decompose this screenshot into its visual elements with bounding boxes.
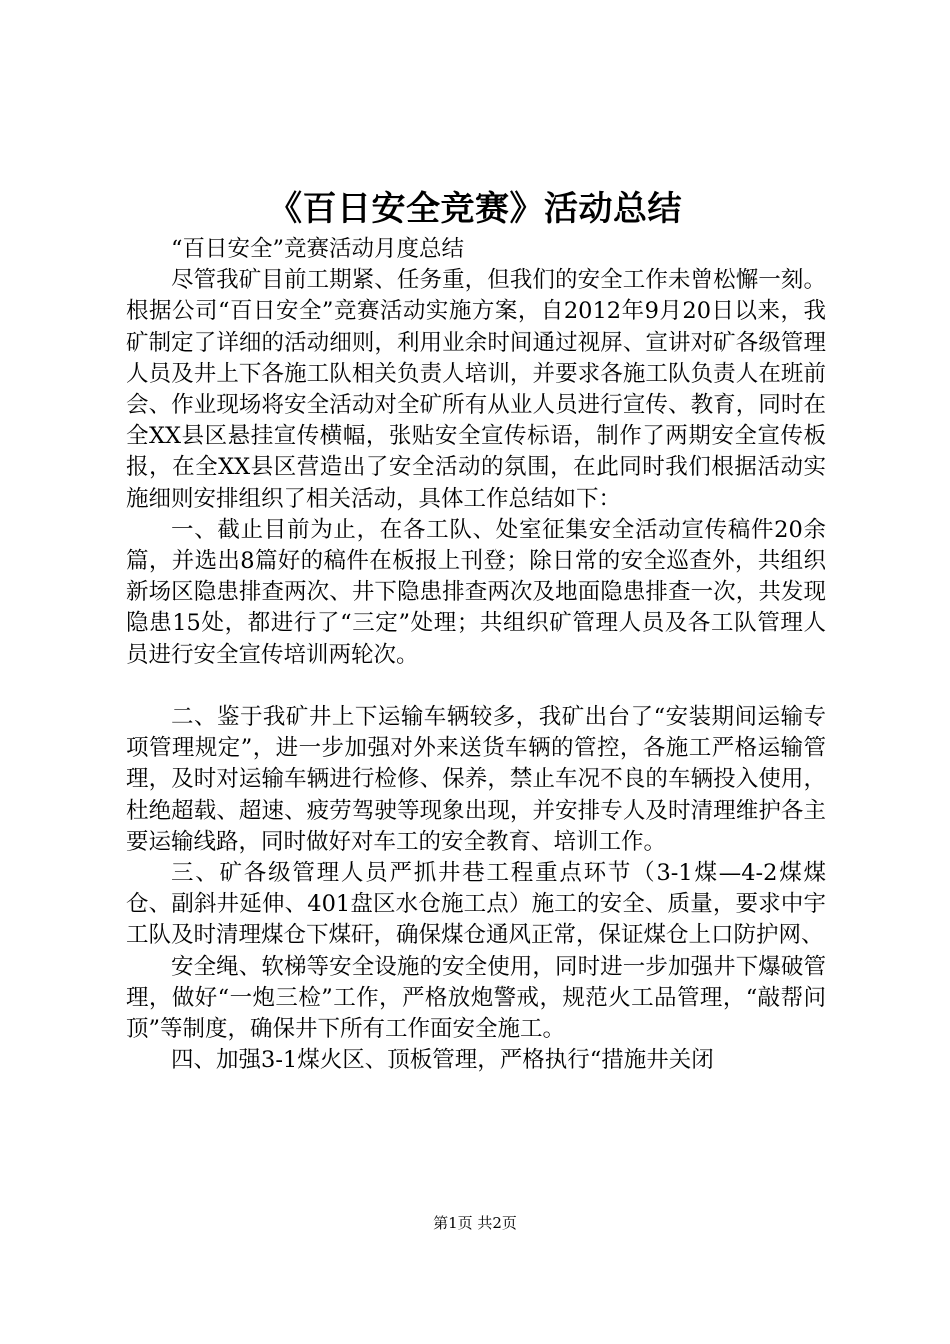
page-number-footer: 第1页 共2页 — [433, 1214, 517, 1232]
subtitle-paragraph: “百日安全”竞赛活动月度总结 — [171, 236, 465, 262]
intro-paragraph: 尽管我矿目前工期紧、任务重，但我们的安全工作未曾松懈一刻。根据公司“百日安全”竞赛活动实施方案，自2012年9月20日以来，我矿制定了详细的活动细则，利用业余时间通过视屏、宣讲对矿各级管理人员及井上下各施工队相关负责人培训，并要求各施工队负责人在班前会、作业现场将安全活动对全矿所有从业人员进行宣传、教育，同时在全XX县区悬挂宣传横幅，张贴安全宣传标语，制作了两期安全宣传板报，在全XX县区营造出了安全活动的氛围，在此同时我们根据活动实施细则安排组织了相关活动，具体工作总结如下： — [126, 267, 826, 512]
document-title: 《百日安全竞赛》活动总结 — [268, 189, 682, 229]
document-body — [126, 234, 826, 1076]
paragraph-spacer — [126, 671, 826, 702]
section-four-paragraph: 四、加强3-1煤火区、顶板管理，严格执行“措施井关闭 — [171, 1047, 714, 1074]
section-two-paragraph: 二、鉴于我矿井上下运输车辆较多，我矿出台了“安装期间运输专项管理规定”，进一步加强对外来送货车辆的管控，各施工严格运输管理，及时对运输车辆进行检修、保养，禁止车况不良的车辆投入使用，杜绝超载、超速、疲劳驾驶等现象出现，并安排专人及时清理维护各主要运输线路，同时做好对车工的安全教育、培训工作。 — [126, 704, 826, 855]
section-three-continued-paragraph: 安全绳、软梯等安全设施的安全使用，同时进一步加强井下爆破管理，做好“一炮三检”工作，严格放炮警戒，规范火工品管理，“敲帮问顶”等制度，确保井下所有工作面安全施工。 — [126, 953, 826, 1043]
section-one-paragraph: 一、截止目前为止，在各工队、处室征集安全活动宣传稿件20余篇，并选出8篇好的稿件在板报上刊登；除日常的安全巡查外，共组织新场区隐患排查两次、井下隐患排查两次及地面隐患排查一次，共发现隐患15处，都进行了“三定”处理；共组织矿管理人员及各工队管理人员进行安全宣传培训两轮次。 — [126, 516, 826, 668]
section-three-paragraph: 三、矿各级管理人员严抓井巷工程重点环节（3-1煤—4-2煤煤仓、副斜井延伸、401盘区水仓施工点）施工的安全、质量，要求中宇工队及时清理煤仓下煤矸，确保煤仓通风正常，保证煤仓上口防护网、 — [126, 860, 826, 949]
